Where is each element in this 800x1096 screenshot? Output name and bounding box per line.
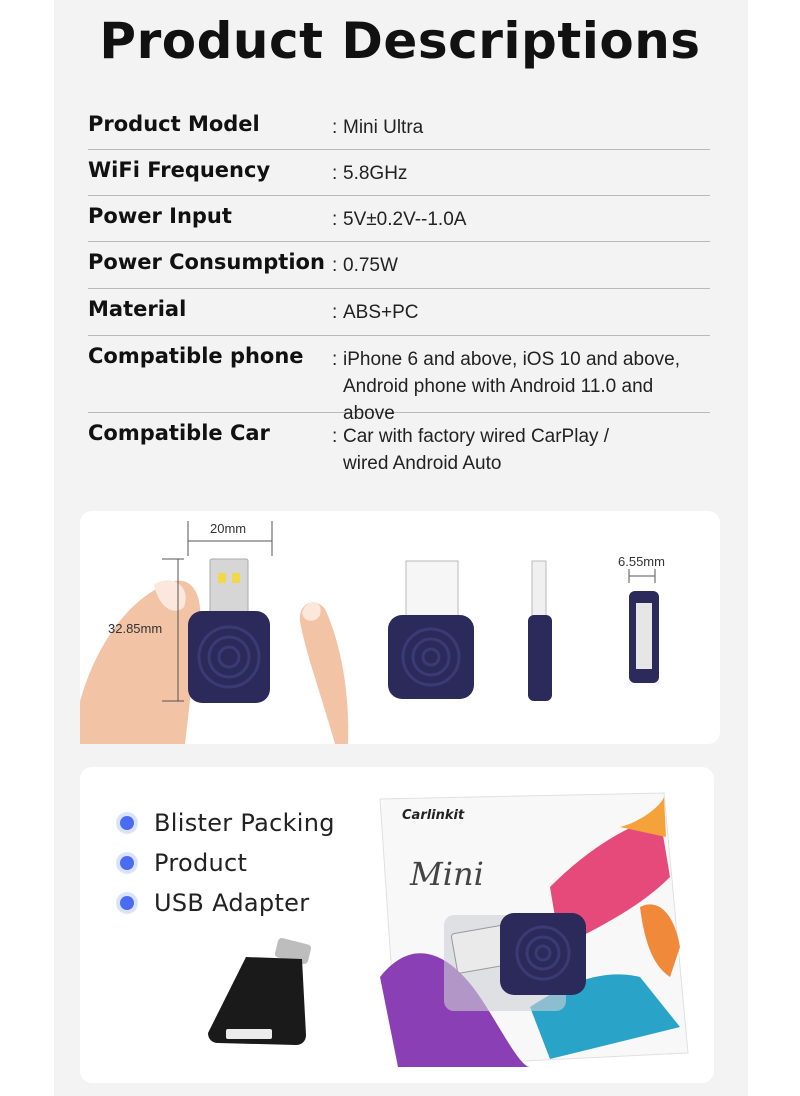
- spec-label: Material: [88, 297, 187, 321]
- spec-row: [88, 336, 710, 424]
- spec-row: [88, 150, 710, 196]
- thickness-label: 6.55mm: [618, 554, 665, 569]
- dongle-in-blister: [444, 913, 586, 1011]
- script-text: Mini: [410, 855, 484, 893]
- spec-value: : ABS+PC: [332, 302, 419, 323]
- bullet-icon: [120, 816, 134, 830]
- height-label: 32.85mm: [108, 621, 163, 636]
- spec-label: Power Consumption: [88, 250, 325, 274]
- spec-value: : 0.75W: [332, 255, 398, 276]
- spec-value: : iPhone 6 and above, iOS 10 and above, Android phone with Android 11.0 and above: [332, 349, 680, 424]
- spec-label: Power Input: [88, 204, 232, 228]
- width-dimension: [188, 521, 272, 556]
- dongle-in-hand: [188, 559, 270, 703]
- spec-row: [88, 104, 710, 150]
- spec-value: : Mini Ultra: [332, 117, 424, 138]
- list-item: Blister Packing: [116, 803, 335, 843]
- spec-label: Product Model: [88, 112, 260, 136]
- dimensions-illustration: [80, 511, 720, 744]
- spec-table: [88, 104, 710, 483]
- spec-label: Compatible Car: [88, 421, 270, 445]
- dongle-end-view: [618, 554, 665, 683]
- spec-label: WiFi Frequency: [88, 158, 271, 182]
- page-title: Product Descriptions: [99, 12, 701, 70]
- bullet-icon: [120, 896, 134, 910]
- spec-value: : 5V±0.2V--1.0A: [332, 209, 467, 230]
- spec-row: [88, 289, 710, 336]
- brand-logo: Carlinkit: [402, 808, 465, 823]
- spec-value: : 5.8GHz: [332, 163, 408, 184]
- usb-adapter: [208, 937, 312, 1045]
- package-contents-list: [116, 803, 335, 923]
- dimensions-card: [80, 511, 720, 744]
- width-label: 20mm: [210, 521, 247, 536]
- bullet-icon: [120, 856, 134, 870]
- spec-row: [88, 196, 710, 242]
- spec-label: Compatible phone: [88, 344, 304, 368]
- dongle-front-view: [388, 561, 474, 699]
- spec-value: : Car with factory wired CarPlay / wired Android Auto: [332, 426, 610, 474]
- dongle-side-view: [528, 561, 552, 701]
- spec-row: [88, 242, 710, 289]
- list-item: Product: [116, 843, 335, 883]
- list-item: USB Adapter: [116, 883, 335, 923]
- spec-row: [88, 413, 710, 483]
